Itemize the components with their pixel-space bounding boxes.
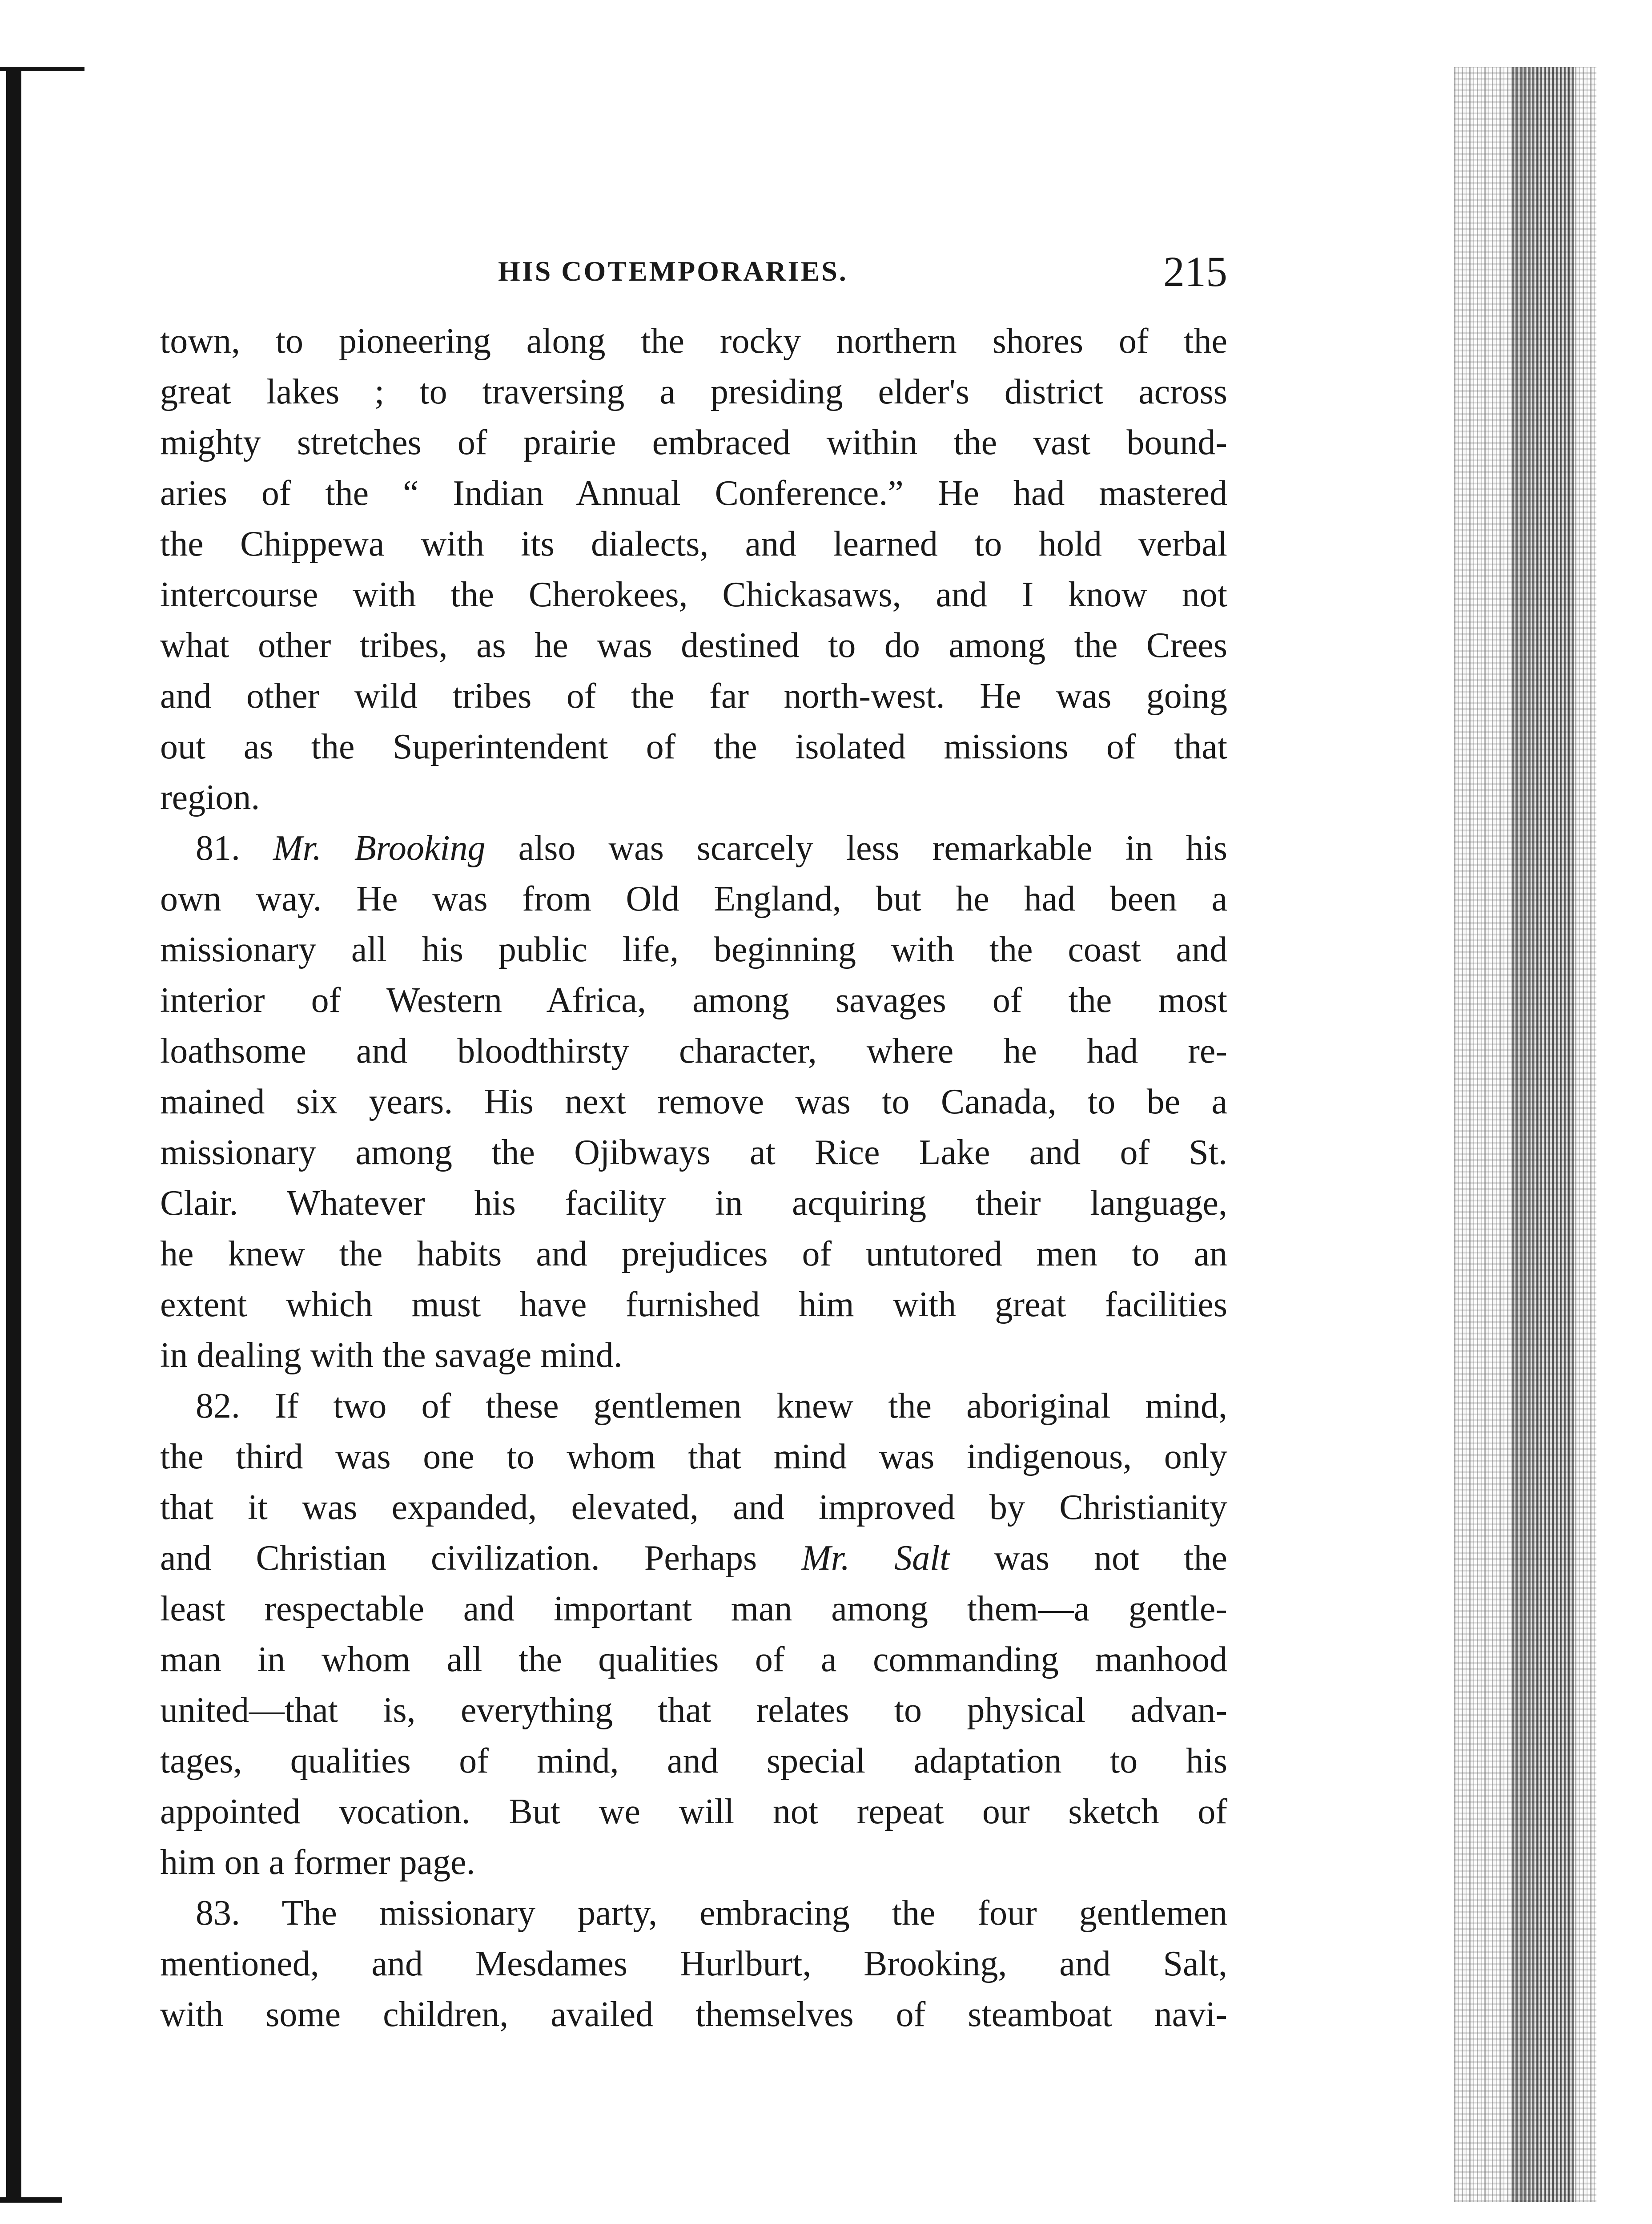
binding-edge-bottom bbox=[0, 2197, 62, 2203]
text-line: intercourse with the Cherokees, Chickasaws, and I know not bbox=[160, 575, 1227, 614]
text-line: the Chippewa with its dialects, and learned to hold verbal bbox=[160, 524, 1227, 564]
paragraph-83 bbox=[160, 1888, 1227, 2040]
page-body bbox=[160, 316, 1227, 2040]
text-line: own way. He was from Old England, but he had been a bbox=[160, 879, 1227, 919]
text-line: that it was expanded, elevated, and improved by Christianity bbox=[160, 1488, 1227, 1527]
text-fragment: was not the bbox=[994, 1539, 1228, 1578]
text-line: town, to pioneering along the rocky northern shores of the bbox=[160, 322, 1227, 361]
page-number: 215 bbox=[1163, 248, 1227, 295]
text-line: in dealing with the savage mind. bbox=[160, 1336, 623, 1375]
text-line: with some children, availed themselves of steamboat navi- bbox=[160, 1995, 1227, 2034]
text-line: mained six years. His next remove was to Canada, to be a bbox=[160, 1082, 1227, 1121]
text-line: what other tribes, as he was destined to do among the Crees bbox=[160, 626, 1227, 665]
text-line: appointed vocation. But we will not repeat our sketch of bbox=[160, 1792, 1227, 1831]
text-line: least respectable and important man among them—a gentle- bbox=[160, 1589, 1227, 1628]
text-line: 82. If two of these gentlemen knew the aboriginal mind, bbox=[196, 1386, 1227, 1426]
paragraph-number: 81. bbox=[196, 829, 240, 868]
text-line: missionary all his public life, beginning with the coast and bbox=[160, 930, 1227, 969]
text-line: out as the Superintendent of the isolated missions of that bbox=[160, 727, 1227, 766]
paragraph-82 bbox=[160, 1381, 1227, 1888]
text-line: he knew the habits and prejudices of untutored men to an bbox=[160, 1234, 1227, 1273]
text-line: the third was one to whom that mind was indigenous, only bbox=[160, 1437, 1227, 1476]
text-line: loathsome and bloodthirsty character, where he had re- bbox=[160, 1031, 1227, 1071]
person-name: Mr. Salt bbox=[801, 1539, 950, 1578]
text-line: man in whom all the qualities of a commanding manhood bbox=[160, 1640, 1227, 1679]
binding-edge bbox=[6, 67, 21, 2202]
text-line bbox=[160, 823, 1227, 874]
text-line: great lakes ; to traversing a presiding elder's district across bbox=[160, 372, 1227, 411]
text-line: mighty stretches of prairie embraced within the vast bound- bbox=[160, 423, 1227, 462]
text-line: interior of Western Africa, among savages of the most bbox=[160, 981, 1227, 1020]
text-line: him on a former page. bbox=[160, 1843, 475, 1882]
text-line: aries of the “ Indian Annual Conference.” He had mastered bbox=[160, 474, 1227, 513]
text-fragment: and Christian civilization. Perhaps bbox=[160, 1539, 757, 1578]
scan-gutter-dark bbox=[1512, 67, 1574, 2202]
text-line: 83. The missionary party, embracing the four gentlemen bbox=[196, 1894, 1227, 1933]
text-fragment: also was scarcely less remarkable in his bbox=[518, 829, 1228, 868]
text-line: Clair. Whatever his facility in acquiring their language, bbox=[160, 1184, 1227, 1223]
text-line: and other wild tribes of the far north-west. He was going bbox=[160, 677, 1227, 716]
binding-edge-top bbox=[0, 67, 84, 71]
text-line: tages, qualities of mind, and special adaptation to his bbox=[160, 1741, 1227, 1781]
text-line bbox=[160, 1533, 1227, 1583]
text-line: missionary among the Ojibways at Rice Lake and of St. bbox=[160, 1133, 1227, 1172]
paragraph-80-continuation bbox=[160, 316, 1227, 823]
text-line: region. bbox=[160, 778, 260, 817]
running-title: HIS COTEMPORARIES. bbox=[498, 255, 848, 287]
text-line: united—that is, everything that relates to physical advan- bbox=[160, 1691, 1227, 1730]
text-line: mentioned, and Mesdames Hurlburt, Brooking, and Salt, bbox=[160, 1944, 1227, 1983]
running-head bbox=[160, 247, 1227, 296]
text-line: extent which must have furnished him with great facilities bbox=[160, 1285, 1227, 1324]
person-name: Mr. Brooking bbox=[273, 829, 486, 868]
paragraph-81 bbox=[160, 823, 1227, 1381]
